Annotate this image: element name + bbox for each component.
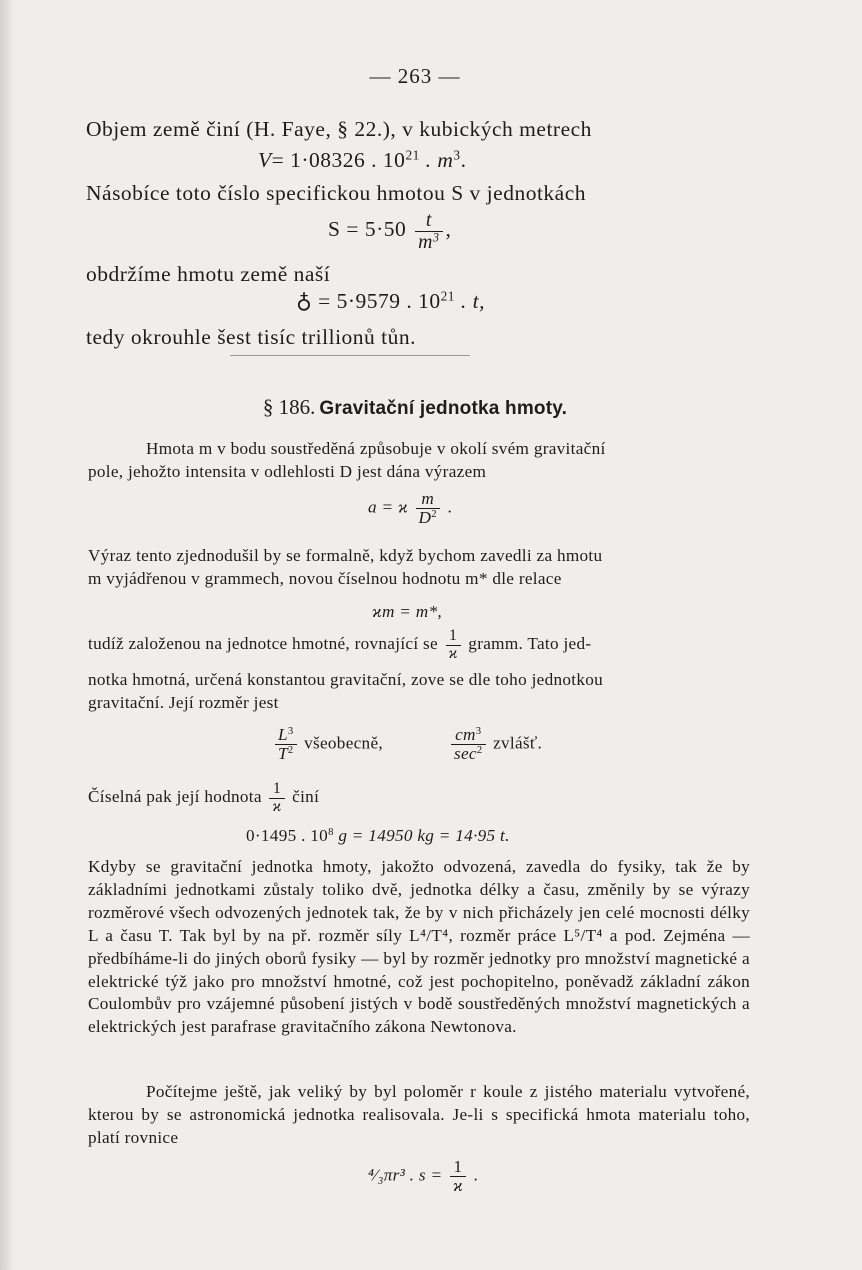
text-line: tedy okrouhle šest tisíc trillionů tůn. — [86, 325, 417, 349]
page-number: — 263 — — [369, 64, 461, 88]
text-line: m vyjádřenou v grammech, novou číselnou hodnotu m* dle relace — [88, 569, 562, 588]
section-heading: § 186. Gravitační jednotka hmoty. — [262, 395, 568, 419]
text-line: Hmota m v bodu soustředěná způsobuje v okolí svém gravitační — [146, 439, 606, 458]
text-line: Výraz tento zjednodušil by se formalně, když bychom zavedli za hmotu — [88, 546, 603, 565]
paragraph-dimensions: Kdyby se gravitační jednotka hmoty, jakožto odvozená, zavedla do fysiky, tak že by základními jednotkami zůstaly toliko dvě, jednotka délky a času, změnily by se výrazy rozměrové všech odvozených jednotek tak, že by v nich přicházely jen celé mocnosti délky L a času T. Tak byl by na př. rozměr síly L⁴/T⁴, rozměr práce L⁵/T⁴ a pod. Zejména — předbíháme-li do jiných oborů fysiky — byl by rozměr jednotky pro množství magnetické a elektrické týž jako pro množství hmotné, což jest pochopitelno, poněvadž základní zákon Coulombův pro vzájemné působení jistých v bodě soustředěných množství magnetických a elektrických jest parafrase gravitačního zákona Newtonova. — [88, 857, 750, 1037]
equation-earth-mass: ♁ = 5·9579 . $10^{21}$ . t, — [296, 288, 485, 313]
section-sign: § 186. — [262, 395, 316, 419]
text-line: Objem země činí (H. Faye, § 22.), v kubických metrech — [86, 117, 592, 141]
paragraph-radius: Počítejme ještě, jak veliký by byl poloměr r koule z jistého materialu vytvořené, kterou by se astronomická jednotka realisovala. Je-li s specifická hmota materialu toho, platí rovnice — [88, 1082, 750, 1147]
dimension-specific: $\frac{cm^3}{\sec^2}$ zvlášť. — [448, 726, 542, 763]
equation-density: S = 5·50 $\frac{t}{m^3}$ , — [328, 209, 452, 253]
earth-symbol-icon: ♁ — [296, 289, 313, 313]
text-line: gravitační. Její rozměr jest — [88, 693, 279, 712]
dimension-general: $\frac{L^3}{T^2}$ všeobecně, — [272, 726, 383, 763]
section-title: Gravitační jednotka hmoty — [319, 398, 562, 419]
text-line: pole, jehožto intensita v odlehlosti D jest dána výrazem — [88, 462, 487, 481]
equation-relation: ϰm = m*, — [372, 602, 442, 621]
section-divider — [230, 355, 470, 356]
equation-volume: V= 1·08326 . $10^{21}$ . $m^3$. — [258, 147, 467, 172]
equation-field-intensity: a = ϰ $\frac{m}{D^2}$ . — [368, 489, 453, 528]
equation-unit-value: 0·1495 . $10^8$ g = 14950 kg = 14·95 t. — [246, 826, 510, 845]
text-line: obdržíme hmotu země naší — [86, 262, 331, 286]
text-line: Číselná pak její hodnota $\frac{1}{ϰ}$ činí — [88, 780, 320, 815]
equation-sphere: ⁴⁄₃πr³ . s = $\frac{1}{ϰ}$ . — [368, 1157, 479, 1196]
text-line: notka hmotná, určená konstantou gravitační, zove se dle toho jednotkou — [88, 670, 604, 689]
text-line: Násobíce toto číslo specifickou hmotou S v jednotkách — [86, 181, 587, 205]
page-edge-shadow — [0, 0, 14, 1270]
text-line: tudíž založenou na jednotce hmotné, rovnající se $\frac{1}{ϰ}$ gramm. Tato jed- — [88, 627, 592, 662]
